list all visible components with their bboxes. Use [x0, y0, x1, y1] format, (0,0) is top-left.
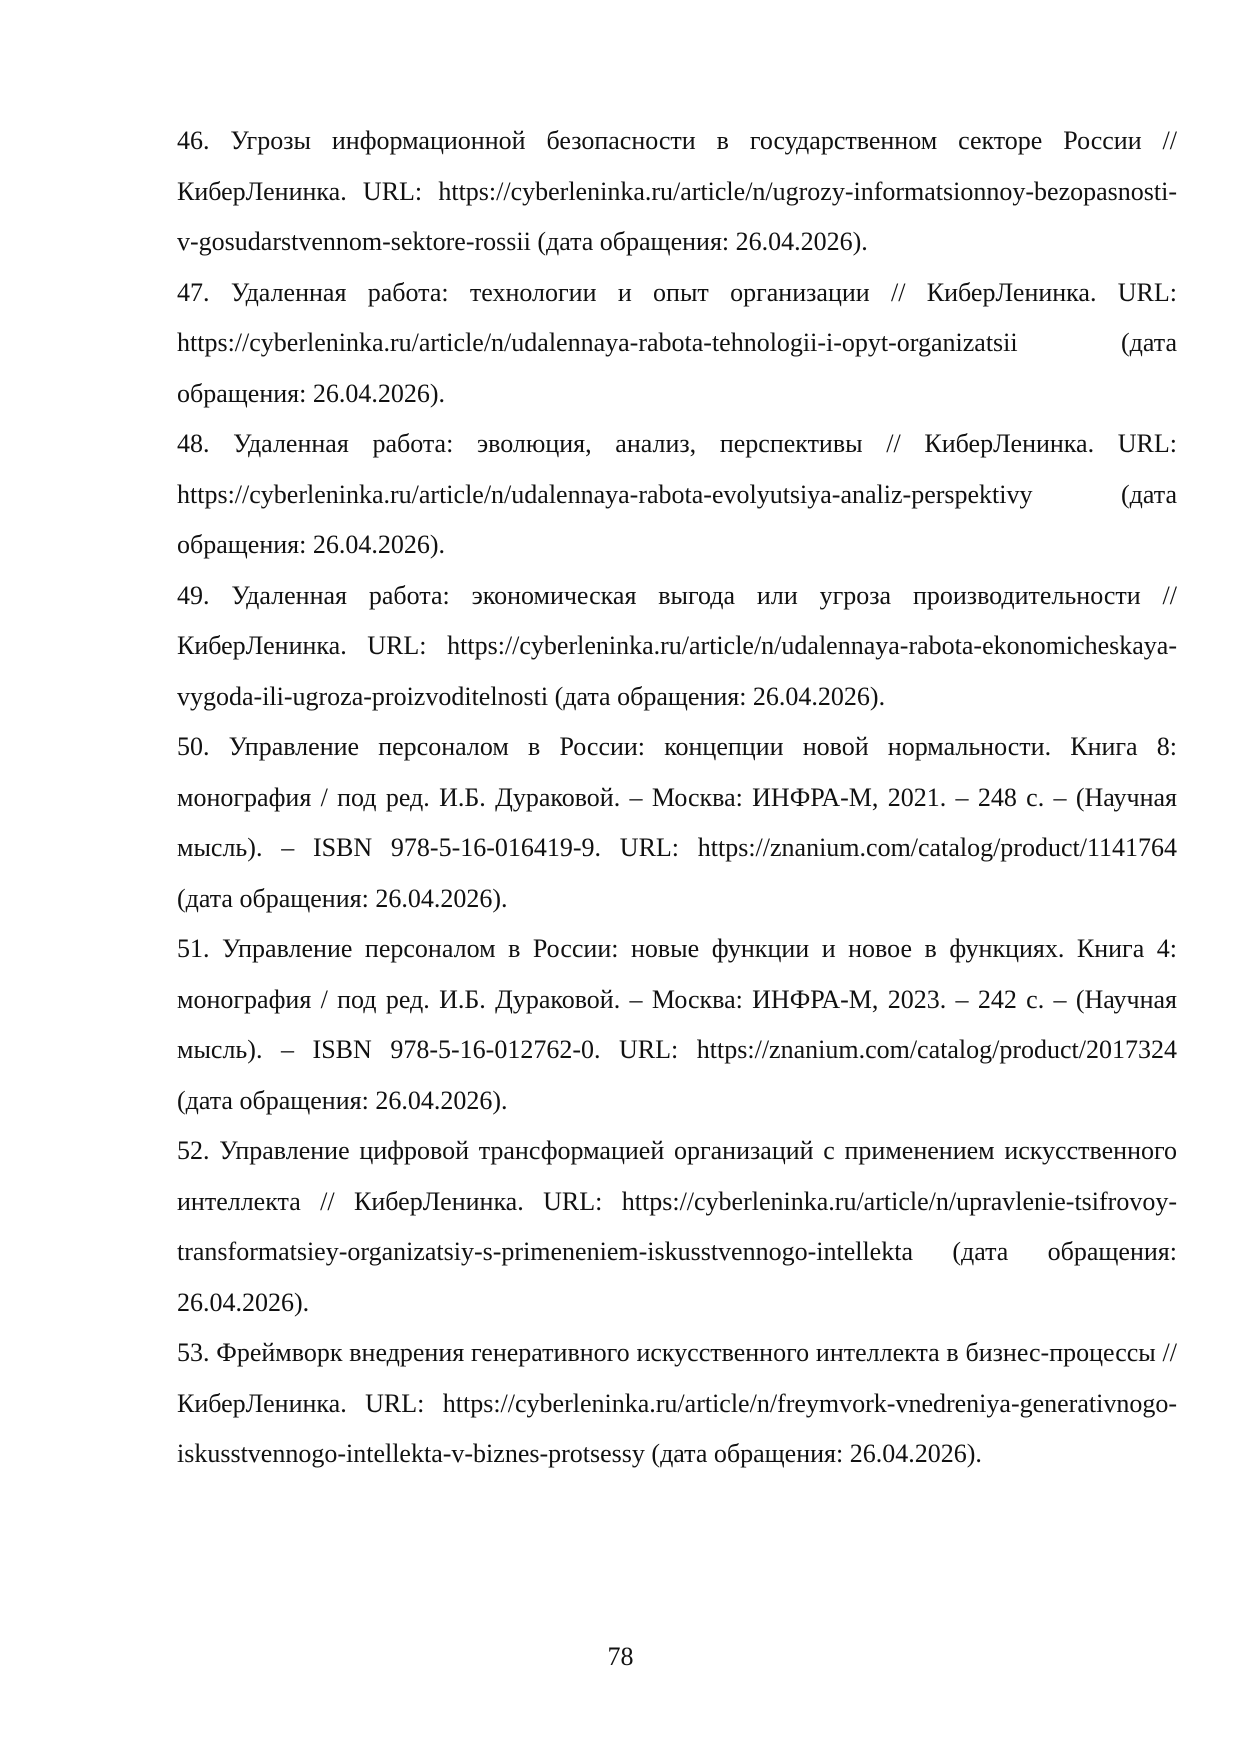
reference-entry-47: 47. Удаленная работа: технологии и опыт организации // КиберЛенинка. URL: https://cyberleninka.ru/article/n/udalennaya-rabota-tehnologii-i-opyt-organizatsii (дата обращения: 26.04.2026).: [177, 277, 1177, 408]
reference-entry-50: 50. Управление персоналом в России: концепции новой нормальности. Книга 8: монография / под ред. И.Б. Дураковой. – Москва: ИНФРА-М, 2021. – 248 с. – (Научная мысль). – ISBN 978-5-16-016419-9. URL: https://znanium.com/catalog/product/1141764 (дата обращения: 26.04.2026).: [177, 732, 1177, 913]
reference-list: [177, 116, 1177, 1480]
reference-entry-49: 49. Удаленная работа: экономическая выгода или угроза производительности // КиберЛенинка. URL: https://cyberleninka.ru/article/n/udalennaya-rabota-ekonomicheskaya-vygoda-ili-ugroza-proizvoditelnosti (дата обращения: 26.04.2026).: [177, 580, 1177, 711]
reference-entry-46: 46. Угрозы информационной безопасности в государственном секторе России // КиберЛенинка. URL: https://cyberleninka.ru/article/n/ugrozy-informatsionnoy-bezopasnosti-v-gosudarstvennom-sektore-rossii (дата обращения: 26.04.2026).: [177, 126, 1177, 256]
reference-entry-51: 51. Управление персоналом в России: новые функции и новое в функциях. Книга 4: монография / под ред. И.Б. Дураковой. – Москва: ИНФРА-М, 2023. – 242 с. – (Научная мысль). – ISBN 978-5-16-012762-0. URL: https://znanium.com/catalog/product/2017324 (дата обращения: 26.04.2026).: [177, 934, 1177, 1115]
reference-entry-48: 48. Удаленная работа: эволюция, анализ, перспективы // КиберЛенинка. URL: https://cyberleninka.ru/article/n/udalennaya-rabota-evolyutsiya-analiz-perspektivy (дата обращения: 26.04.2026).: [177, 429, 1177, 559]
reference-entry-52: 52. Управление цифровой трансформацией организаций с применением искусственного интеллекта // КиберЛенинка. URL: https://cyberleninka.ru/article/n/upravlenie-tsifrovoy-transformatsiey-organizatsiy-s-primeneniem-iskusstvennogo-intellekta (дата обращения: 26.04.2026).: [177, 1136, 1177, 1317]
reference-entry-53: 53. Фреймворк внедрения генеративного искусственного интеллекта в бизнес-процессы // КиберЛенинка. URL: https://cyberleninka.ru/article/n/freymvork-vnedreniya-generativnogo-iskusstvennogo-intellekta-v-biznes-protsessy (дата обращения: 26.04.2026).: [177, 1338, 1177, 1468]
page-number: 78: [607, 1642, 634, 1671]
